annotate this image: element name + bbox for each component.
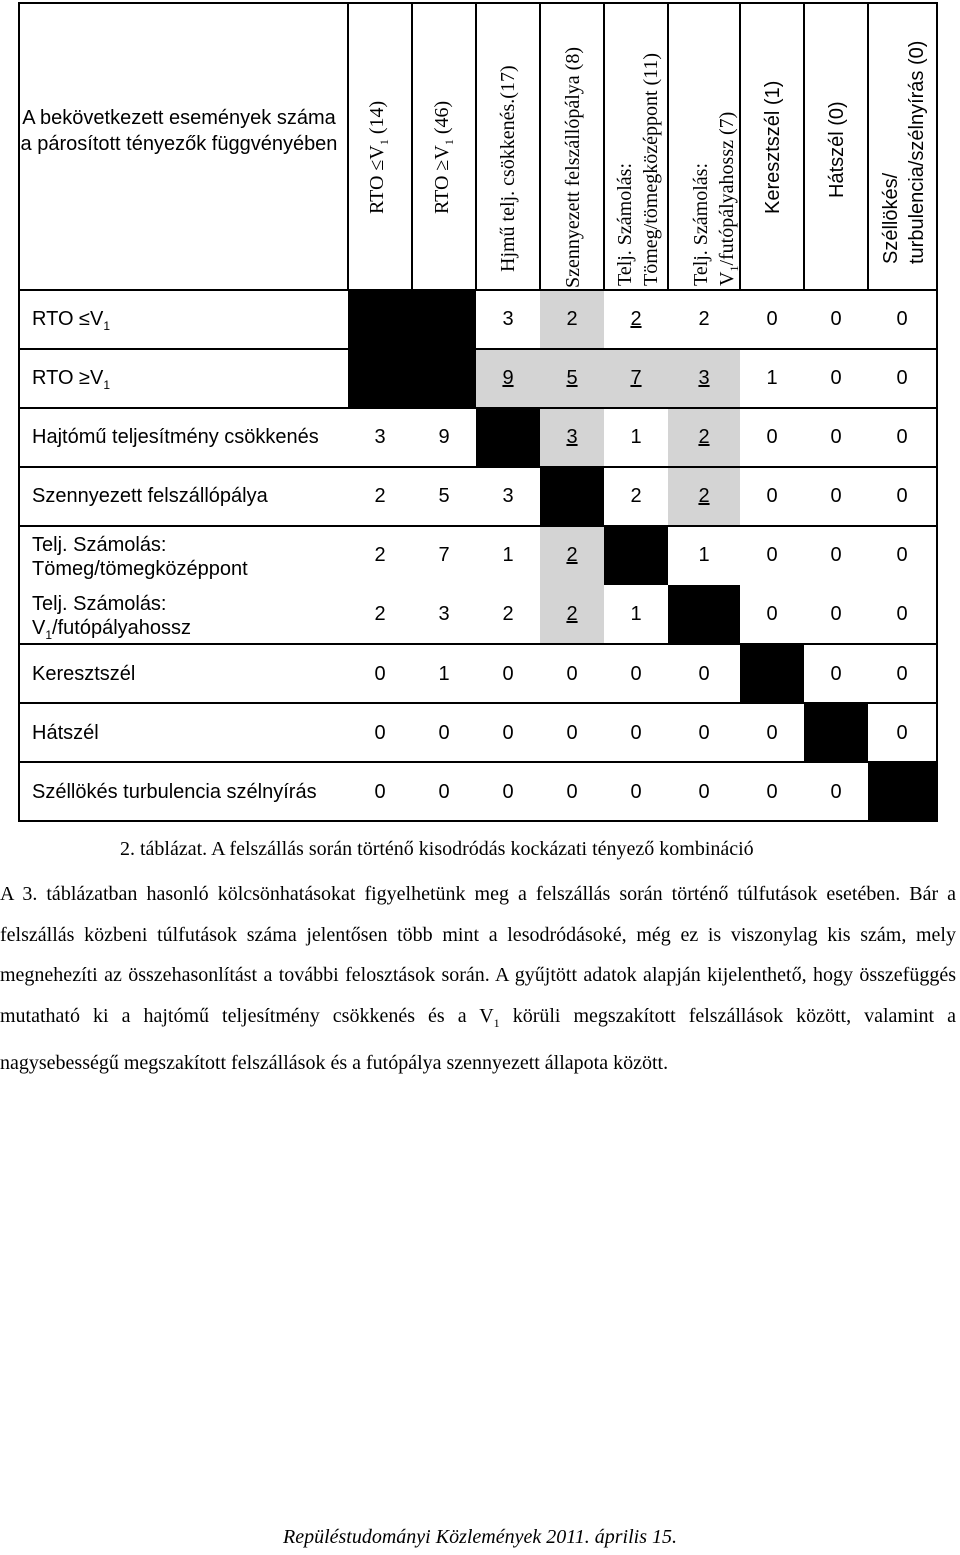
column-header-rto-ge-v1: RTO $\ge V_1$ (46) [431, 100, 456, 214]
table-cell: 0 [766, 603, 778, 625]
row-label-tailwind: Hátszél [32, 722, 99, 744]
table-cell: 2 [630, 308, 642, 330]
row-label-gust-turbulence: Széllökés turbulencia szélnyírás [32, 781, 317, 803]
row-label-mass-cg: Telj. Számolás: Tömeg/tömegközéppont [32, 534, 248, 580]
table-corner-label: A bekövetkezett események száma a párosított tényezők függvényében [20, 107, 338, 155]
row-label-v1-runway-length: Telj. Számolás: $V_1$/futópályahossz [32, 593, 192, 642]
row-label-rto-ge-v1: RTO $\ge V_1$ [32, 367, 111, 392]
table-cell: 0 [830, 544, 842, 566]
table-cell: 0 [698, 781, 710, 803]
table-cell: 5 [566, 367, 578, 389]
table-cell: 2 [502, 603, 514, 625]
table-cell: 0 [766, 426, 778, 448]
table-cell: 0 [896, 603, 908, 625]
table-cell: 0 [766, 722, 778, 744]
table-cell: 0 [766, 485, 778, 507]
table-cell: 3 [502, 308, 514, 330]
table-cell: 0 [502, 722, 514, 744]
black-cell [668, 585, 740, 644]
table-cell: 3 [438, 603, 450, 625]
table-cell: 9 [502, 367, 514, 389]
table-cell: 0 [830, 426, 842, 448]
table-cell: 1 [502, 544, 514, 566]
table-cell: 2 [374, 603, 386, 625]
column-header-crosswind: Keresztszél (1) [762, 80, 784, 214]
table-cell: 9 [438, 426, 450, 448]
table-cell: 0 [566, 663, 578, 685]
table-cell: 3 [374, 426, 386, 448]
table-cell: 1 [630, 603, 642, 625]
table-cell: 0 [566, 722, 578, 744]
table-cell: 2 [630, 485, 642, 507]
table-cell: 0 [566, 781, 578, 803]
column-header-contaminated-runway: Szennyezett felszállópálya (8) [562, 47, 584, 288]
table-cell: 0 [830, 308, 842, 330]
table-cell: 0 [830, 367, 842, 389]
table-cell: 0 [698, 663, 710, 685]
table-cell: 5 [438, 485, 450, 507]
column-header-gust-turbulence: Széllökés/ turbulencia/szélnyírás (0) [880, 40, 928, 264]
column-header-engine: Hjmű telj. csökkenés.(17) [497, 65, 519, 272]
table-cell: 0 [896, 485, 908, 507]
table-cell: 1 [698, 544, 710, 566]
table-cell: 0 [830, 603, 842, 625]
table-cell: 0 [896, 308, 908, 330]
black-cell [868, 762, 938, 822]
table-cell: 0 [896, 663, 908, 685]
table-cell: 0 [896, 722, 908, 744]
table-cell: 3 [698, 367, 710, 389]
table-cell: 2 [698, 426, 710, 448]
page-footer: Repüléstudományi Közlemények 2011. április 15. [282, 1526, 677, 1548]
table-cell: 2 [374, 544, 386, 566]
table-cell: 0 [830, 485, 842, 507]
table-cell: 0 [630, 722, 642, 744]
table-caption: 2. táblázat. A felszállás során történő kisodródás kockázati tényező kombináció [120, 838, 754, 860]
table-cell: 0 [766, 544, 778, 566]
table-cell: 1 [438, 663, 450, 685]
table-cell: 2 [698, 308, 710, 330]
black-cell [540, 467, 604, 526]
table-cell: 3 [566, 426, 578, 448]
table-cell: 0 [698, 722, 710, 744]
column-header-v1-runway-length: Telj. Számolás: $V_1$/futópályahossz (7) [690, 111, 741, 286]
table-cell: 2 [698, 485, 710, 507]
table-cell: 1 [630, 426, 642, 448]
table-cell: 0 [896, 426, 908, 448]
column-header-mass-cg: Telj. Számolás: Tömeg/tömegközéppont (11) [614, 52, 662, 286]
table-cell: 0 [630, 663, 642, 685]
table-cell: 0 [438, 781, 450, 803]
black-cell [604, 526, 668, 585]
table-cell: 2 [374, 485, 386, 507]
table-cell: 0 [374, 663, 386, 685]
table-cell: 0 [766, 781, 778, 803]
table-cell: 0 [766, 308, 778, 330]
table-cell: 0 [502, 781, 514, 803]
black-cell [476, 408, 540, 467]
table-cell: 0 [438, 722, 450, 744]
black-cell [804, 703, 868, 762]
table-cell: 2 [566, 603, 578, 625]
table-cell: 2 [566, 544, 578, 566]
table-cell: 0 [502, 663, 514, 685]
table-cell: 7 [438, 544, 450, 566]
table-cell: 0 [374, 781, 386, 803]
table-cell: 0 [830, 663, 842, 685]
body-paragraph: A 3. táblázatban hasonló kölcsönhatásokat figyelhetünk meg a felszállás során történő túlfutások esetében. Bár a felszállás közbeni túlfutások száma jelentősen több mint a lesodródásoké, még ez is viszonylag kis szám, mely megnehezíti az összehasonlítást a további felosztások során. A gyűjtött adatok alapján kijelenthető, hogy összefüggés mutatható ki a hajtómű teljesítmény csökkenés és a $V_1$ körüli megszakított felszállások között, valamint a nagysebességű megszakított felszállások és a futópálya szennyezett állapota között. [0, 883, 956, 1074]
row-label-contaminated-runway: Szennyezett felszállópálya [32, 485, 268, 507]
column-header-tailwind: Hátszél (0) [826, 101, 848, 198]
table-cell: 3 [502, 485, 514, 507]
table-cell: 0 [896, 544, 908, 566]
row-label-engine: Hajtómű teljesítmény csökkenés [32, 426, 319, 448]
table-cell: 0 [830, 781, 842, 803]
black-cell [740, 644, 804, 703]
row-label-rto-le-v1: RTO $\le V_1$ [32, 308, 111, 333]
table-cell: 2 [566, 308, 578, 330]
table-cell: 7 [630, 367, 642, 389]
column-header-rto-le-v1: RTO $\le V_1$ (14) [366, 100, 391, 214]
table-cell: 0 [630, 781, 642, 803]
table-cell: 0 [374, 722, 386, 744]
table-cell: 1 [766, 367, 778, 389]
table-cell: 0 [896, 367, 908, 389]
row-label-crosswind: Keresztszél [32, 663, 136, 685]
